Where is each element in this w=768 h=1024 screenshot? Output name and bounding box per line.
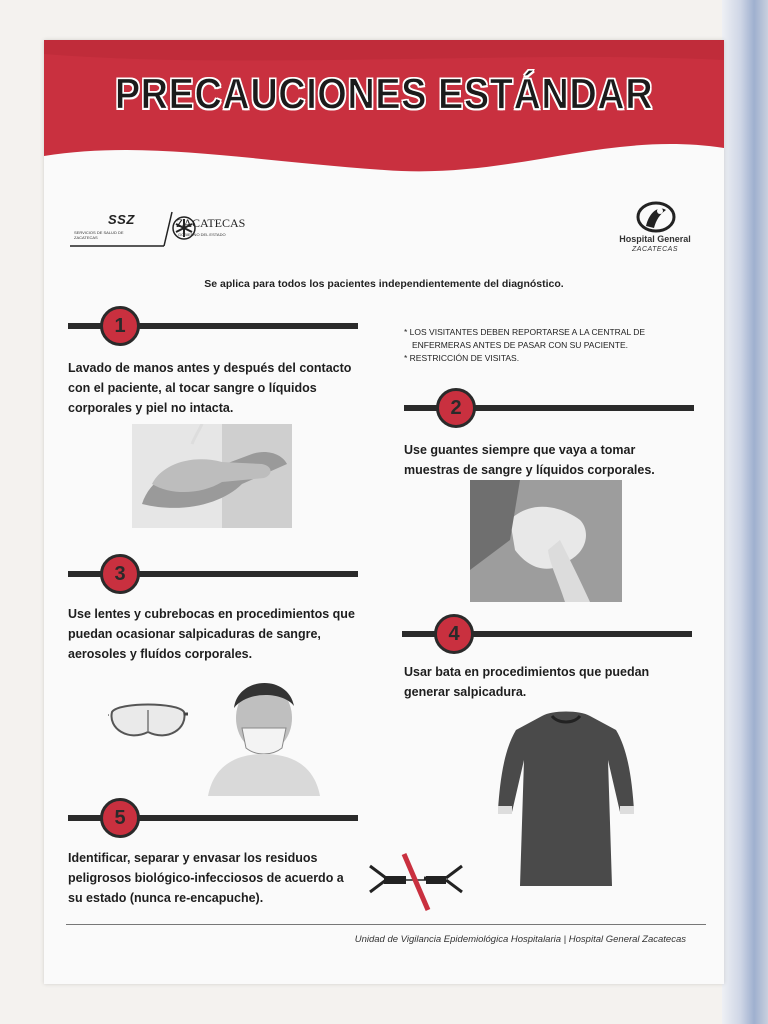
handwashing-icon (132, 424, 292, 528)
step-5-number: 5 (100, 798, 140, 838)
note-item: * RESTRICCIÓN DE VISITAS. (404, 353, 520, 363)
step-1-text: Lavado de manos antes y después del contacto con el paciente, al tocar sangre o líquidos corporales y piel no intacta. (68, 361, 352, 415)
step-3-header (68, 554, 358, 594)
step-3-text: Use lentes y cubrebocas en procedimientos que puedan ocasionar salpicaduras de sangre, aerosoles y fluídos corporales. (68, 607, 355, 661)
ssz-sub-label: SERVICIOS DE SALUD DE ZACATECAS (74, 230, 124, 240)
footer-divider (66, 924, 706, 925)
step-4-header (402, 614, 692, 654)
footer: Unidad de Vigilancia Epidemiológica Hospitalaria | Hospital General Zacatecas (354, 934, 686, 945)
step-4-number: 4 (434, 614, 474, 654)
poster (44, 40, 724, 984)
zacatecas-sub-label: GOBIERNO DEL ESTADO (178, 232, 226, 237)
step-5-text: Identificar, separar y envasar los residuos peligrosos biológico-infecciosos de acuerdo a su estado (nunca re-encapuche). (68, 851, 344, 905)
step-2-header (404, 388, 694, 428)
step-1-number: 1 (100, 306, 140, 346)
goggles-mask-icon (108, 668, 320, 796)
gloves-icon (470, 480, 622, 602)
gown-icon (496, 710, 636, 890)
zacatecas-label: ZACATECAS (176, 216, 246, 230)
page-title: PRECAUCIONES ESTÁNDAR (114, 70, 654, 120)
step-1-header (68, 306, 358, 346)
step-2-text: Use guantes siempre que vaya a tomar muestras de sangre y líquidos corporales. (404, 443, 655, 477)
step-5-header (68, 798, 358, 838)
visitor-notes (404, 326, 704, 365)
no-recap-icon (366, 852, 466, 912)
step-2-number: 2 (436, 388, 476, 428)
hospital-sub: ZACATECAS (632, 246, 678, 253)
hospital-name: Hospital General (619, 234, 691, 244)
step-4-text: Usar bata en procedimientos que puedan generar salpicadura. (404, 665, 650, 699)
hospital-logo-icon (634, 200, 678, 234)
note-item: * LOS VISITANTES DEBEN REPORTARSE A LA CENTRAL DE ENFERMERAS ANTES DE PASAR CON SU PACIENTE. (404, 327, 646, 350)
step-3-number: 3 (100, 554, 140, 594)
ssz-label: SSZ (108, 212, 135, 227)
background-edge (722, 0, 768, 1024)
subtitle: Se aplica para todos los pacientes independientemente del diagnóstico. (204, 278, 564, 290)
